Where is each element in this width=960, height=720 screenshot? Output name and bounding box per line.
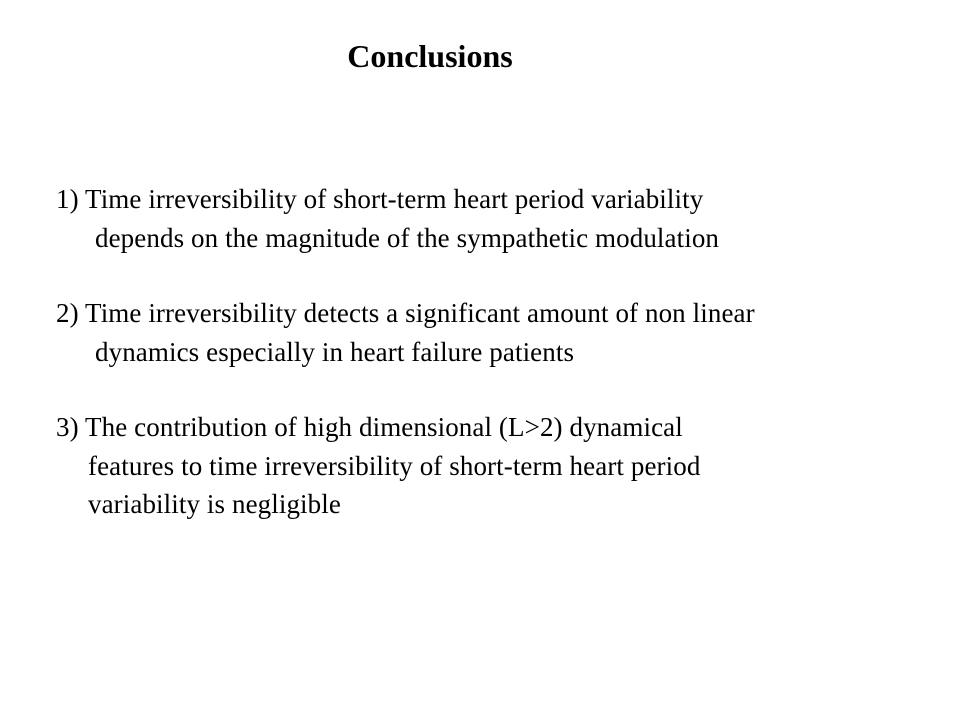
conclusion-2-line-1: 2) Time irreversibility detects a significant amount of non linear [56, 298, 755, 328]
conclusion-3-line-2: features to time irreversibility of short-term heart period [88, 451, 701, 481]
conclusion-1-line-1: 1) Time irreversibility of short-term heart period variability [56, 184, 704, 214]
slide-title: Conclusions [347, 38, 513, 74]
conclusion-1-line-2: depends on the magnitude of the sympathetic modulation [95, 223, 720, 253]
conclusion-2-line-2: dynamics especially in heart failure patients [95, 337, 575, 367]
conclusion-3-line-1: 3) The contribution of high dimensional (L>2) dynamical [56, 412, 683, 442]
conclusion-3-line-3: variability is negligible [88, 489, 341, 519]
